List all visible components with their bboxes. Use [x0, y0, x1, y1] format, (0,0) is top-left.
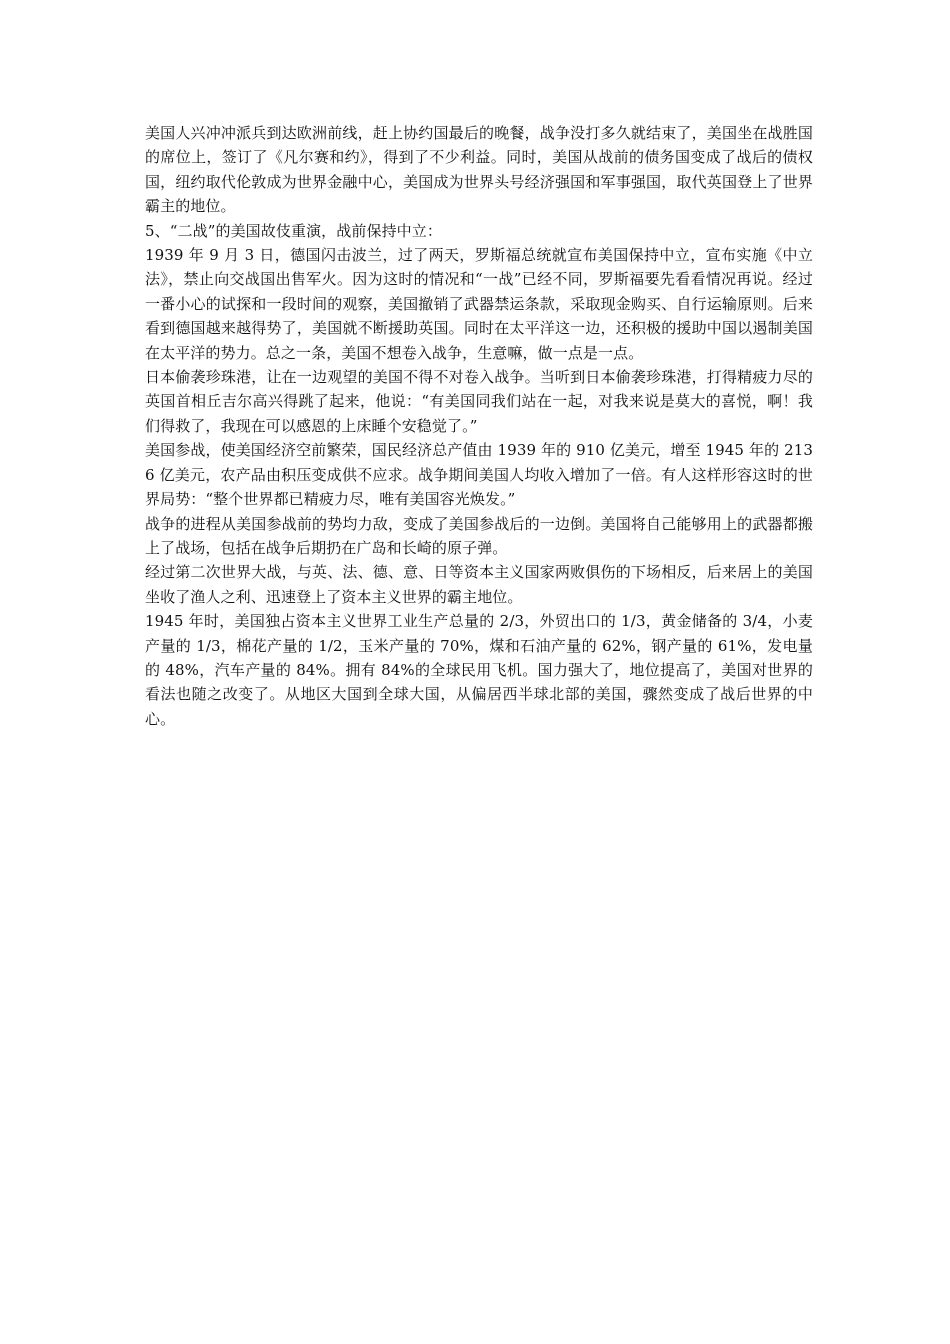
paragraph-wwi-outcome: 美国人兴冲冲派兵到达欧洲前线，赶上协约国最后的晚餐，战争没打多久就结束了，美国坐在战胜国的席位上，签订了《凡尔赛和约》，得到了不少利益。同时，美国从战前的债务国变成了战后的债权国，纽约取代伦敦成为世界金融中心，美国成为世界头号经济强国和军事强国，取代英国登上了世界霸主的地位。	[145, 124, 813, 216]
paragraph-1945-statistics: 1945 年时，美国独占资本主义世界工业生产总量的 2/3，外贸出口的 1/3，黄金储备的 3/4，小麦产量的 1/3，棉花产量的 1/2，玉米产量的 70%，煤和石油产量的 62%，钢产量的 61%，发电量的 48%，汽车产量的 84%。拥有 84%的全球民用飞机。国力强大了，地位提高了，美国对世界的看法也随之改变了。从地区大国到全球大国，从偏居西半球北部的美国，骤然变成了战后世界的中心。	[145, 612, 813, 728]
paragraph-war-progress: 战争的进程从美国参战前的势均力敌，变成了美国参战后的一边倒。美国将自己能够用上的武器都搬上了战场，包括在战争后期扔在广岛和长崎的原子弹。	[145, 514, 813, 557]
paragraph-section-heading: 5、“二战”的美国故伎重演，战前保持中立：	[145, 221, 442, 240]
paragraph-economy: 美国参战，使美国经济空前繁荣，国民经济总产值由 1939 年的 910 亿美元，增至 1945 年的 2136 亿美元，农产品由积压变成供不应求。战争期间美国人均收入增加了一倍。有人这样形容这时的世界局势：“整个世界都已精疲力尽，唯有美国容光焕发。”	[145, 441, 813, 509]
document-body	[145, 121, 813, 731]
paragraph-pearl-harbor: 日本偷袭珍珠港，让在一边观望的美国不得不对卷入战争。当听到日本偷袭珍珠港，打得精疲力尽的英国首相丘吉尔高兴得跳了起来，他说：“有美国同我们站在一起，对我来说是莫大的喜悦，啊！我们得救了，我现在可以感恩的上床睡个安稳觉了。”	[145, 368, 813, 435]
paragraph-hegemony: 经过第二次世界大战，与英、法、德、意、日等资本主义国家两败俱伤的下场相反，后来居上的美国坐收了渔人之利、迅速登上了资本主义世界的霸主地位。	[145, 563, 813, 606]
paragraph-neutrality: 1939 年 9 月 3 日，德国闪击波兰，过了两天，罗斯福总统就宣布美国保持中立，宣布实施《中立法》，禁止向交战国出售军火。因为这时的情况和“一战”已经不同，罗斯福要先看看情况再说。经过一番小心的试探和一段时间的观察，美国撤销了武器禁运条款，采取现金购买、自行运输原则。后来看到德国越来越得势了，美国就不断援助英国。同时在太平洋这一边，还积极的援助中国以遏制美国在太平洋的势力。总之一条，美国不想卷入战争，生意嘛，做一点是一点。	[145, 246, 813, 362]
